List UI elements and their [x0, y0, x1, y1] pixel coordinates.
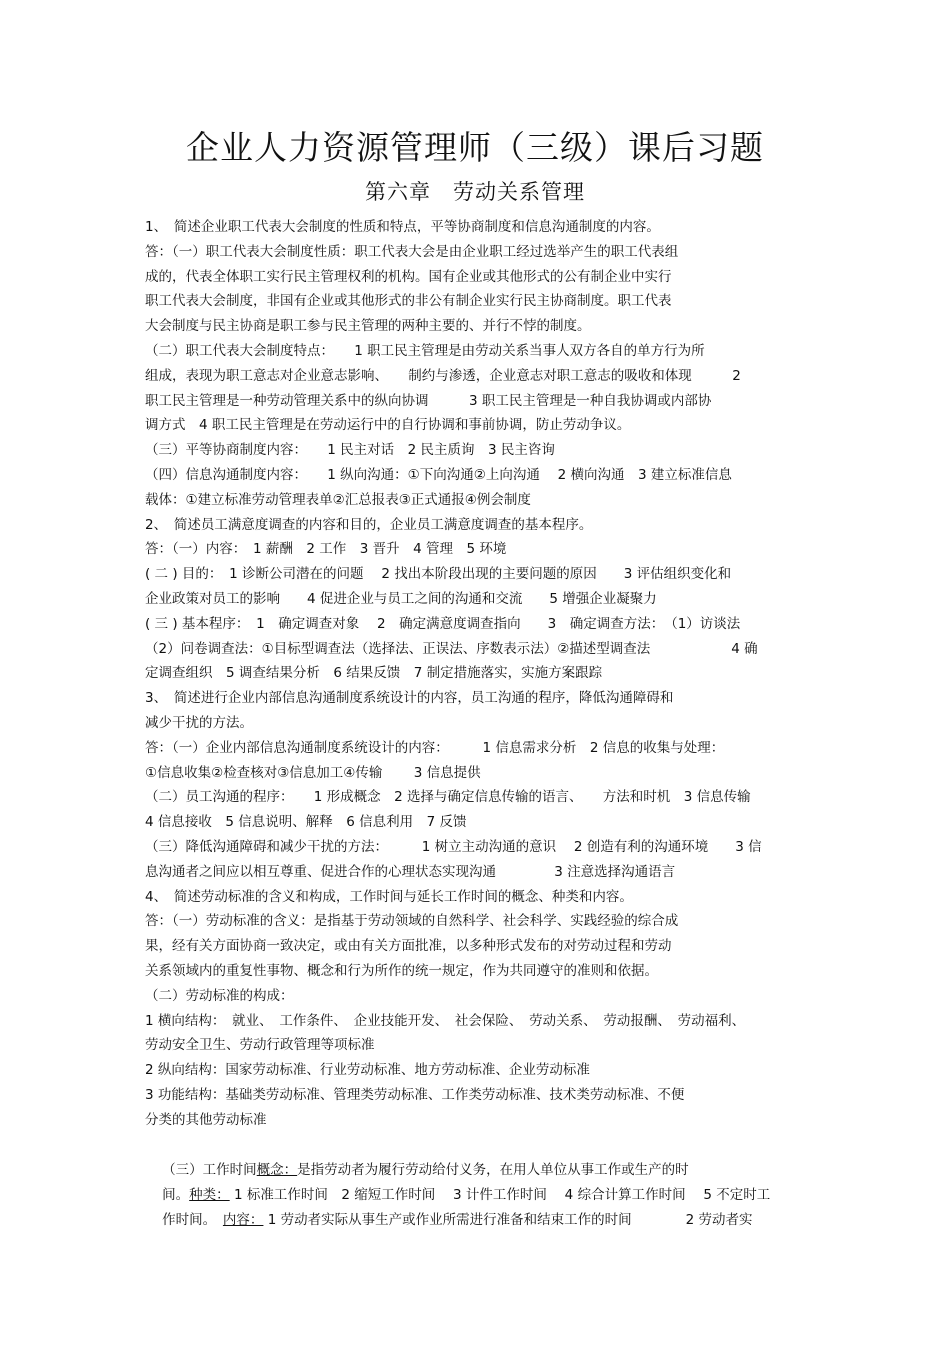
text-line: 答：（一）内容： 1 薪酬 2 工作 3 晋升 4 管理 5 环境	[145, 541, 507, 557]
text-line: 企业政策对员工的影响 4 促进企业与员工之间的沟通和交流 5 增强企业凝聚力	[145, 591, 657, 607]
text-segment: （三）工作时间	[162, 1162, 257, 1178]
text-line: 组成，表现为职工意志对企业意志影响、 制约与渗透，企业意志对职工意志的吸收和体现 2	[145, 368, 741, 384]
text-line: 调方式 4 职工民主管理是在劳动运行中的自行协调和事前协调，防止劳动争议。	[145, 417, 631, 433]
text-line: 分类的其他劳动标准	[145, 1112, 267, 1128]
underlined-term: 内容：	[222, 1212, 264, 1228]
text-line: （三）平等协商制度内容： 1 民主对话 2 民主质询 3 民主咨询	[145, 442, 555, 458]
text-line: 答：（一）企业内部信息沟通制度系统设计的内容： 1 信息需求分析 2 信息的收集与处理：	[145, 740, 725, 756]
text-line: （四）信息沟通制度内容： 1 纵向沟通：①下向沟通②上向沟通 2 横向沟通 3 建立标准信息	[145, 467, 732, 483]
text-line: 职工民主管理是一种劳动管理关系中的纵向协调 3 职工民主管理是一种自我协调或内部协	[145, 393, 712, 409]
text-line: （2）问卷调查法：①目标型调查法（选择法、正误法、序数表示法）②描述型调查法 4 确	[145, 641, 758, 657]
text-line: 果，经有关方面协商一致决定，或由有关方面批准，以多种形式发布的对劳动过程和劳动	[145, 938, 672, 954]
text-line: 4 信息接收 5 信息说明、解释 6 信息利用 7 反馈	[145, 814, 467, 830]
text-segment: 1 劳动者实际从事生产或作业所需进行准备和结束工作的时间 2 劳动者实	[263, 1212, 753, 1228]
text-segment: 1 标准工作时间 2 缩短工作时间 3 计件工作时间 4 综合计算工作时间 5 不定时工	[229, 1187, 771, 1203]
text-line: （二）职工代表大会制度特点： 1 职工民主管理是由劳动关系当事人双方各自的单方行为所	[145, 343, 705, 359]
text-line: 4、 简述劳动标准的含义和构成，工作时间与延长工作时间的概念、种类和内容。	[145, 889, 633, 905]
document-title: 企业人力资源管理师（三级）课后习题	[186, 128, 764, 167]
text-line: （三）降低沟通障碍和减少干扰的方法： 1 树立主动沟通的意识 2 创造有利的沟通环境 3 信	[145, 839, 762, 855]
text-line: （二）员工沟通的程序： 1 形成概念 2 选择与确定信息传输的语言、 方法和时机 3 信息传输	[145, 789, 751, 805]
text-line: 减少干扰的方法。	[145, 715, 253, 731]
text-segment: 是指劳动者为履行劳动给付义务，在用人单位从事工作或生产的时	[297, 1162, 689, 1178]
text-line: 定调查组织 5 调查结果分析 6 结果反馈 7 制定措施落实，实施方案跟踪	[145, 665, 603, 681]
text-line: 1 横向结构： 就业、 工作条件、 企业技能开发、 社会保险、 劳动关系、 劳动报酬、 劳动福利、	[145, 1013, 746, 1029]
text-segment: 间。	[162, 1187, 190, 1203]
text-line: 大会制度与民主协商是职工参与民主管理的两种主要的、并行不悖的制度。	[145, 318, 591, 334]
text-line: ( 三 ) 基本程序： 1 确定调查对象 2 确定满意度调查指向 3 确定调查方法： （1）访谈法	[145, 616, 741, 632]
text-line	[145, 1193, 752, 1247]
text-line: 1、 简述企业职工代表大会制度的性质和特点，平等协商制度和信息沟通制度的内容。	[145, 219, 660, 235]
underlined-term: 概念：	[256, 1162, 298, 1178]
text-line: 载体：①建立标准劳动管理表单②汇总报表③正式通报④例会制度	[145, 492, 531, 508]
text-line: ( 二 ) 目的： 1 诊断公司潜在的问题 2 找出本阶段出现的主要问题的原因 3 评估组织变化和	[145, 566, 732, 582]
text-line: 息沟通者之间应以相互尊重、促进合作的心理状态实现沟通 3 注意选择沟通语言	[145, 864, 676, 880]
text-line: （二）劳动标准的构成：	[145, 988, 294, 1004]
text-line: 3 功能结构：基础类劳动标准、管理类劳动标准、工作类劳动标准、技术类劳动标准、不便	[145, 1087, 685, 1103]
text-segment: 作时间。	[162, 1212, 223, 1228]
text-line: 劳动安全卫生、劳动行政管理等项标准	[145, 1037, 375, 1053]
text-line: 3、 简述进行企业内部信息沟通制度系统设计的内容，员工沟通的程序，降低沟通障碍和	[145, 690, 674, 706]
chapter-title: 第六章 劳动关系管理	[365, 180, 585, 204]
underlined-term: 种类：	[189, 1187, 230, 1203]
text-line: ①信息收集②检查核对③信息加工④传输 3 信息提供	[145, 765, 481, 781]
text-line: 答：（一）劳动标准的含义：是指基于劳动领域的自然科学、社会科学、实践经验的综合成	[145, 913, 679, 929]
text-line: 答：（一）职工代表大会制度性质：职工代表大会是由企业职工经过选举产生的职工代表组	[145, 244, 679, 260]
text-line: 职工代表大会制度，非国有企业或其他形式的非公有制企业实行民主协商制度。职工代表	[145, 293, 672, 309]
text-line: 成的，代表全体职工实行民主管理权利的机构。国有企业或其他形式的公有制企业中实行	[145, 269, 672, 285]
text-line: 2、 简述员工满意度调查的内容和目的，企业员工满意度调查的基本程序。	[145, 517, 593, 533]
text-line: 关系领域内的重复性事物、概念和行为所作的统一规定，作为共同遵守的准则和依据。	[145, 963, 658, 979]
text-line: 2 纵向结构：国家劳动标准、行业劳动标准、地方劳动标准、企业劳动标准	[145, 1062, 590, 1078]
